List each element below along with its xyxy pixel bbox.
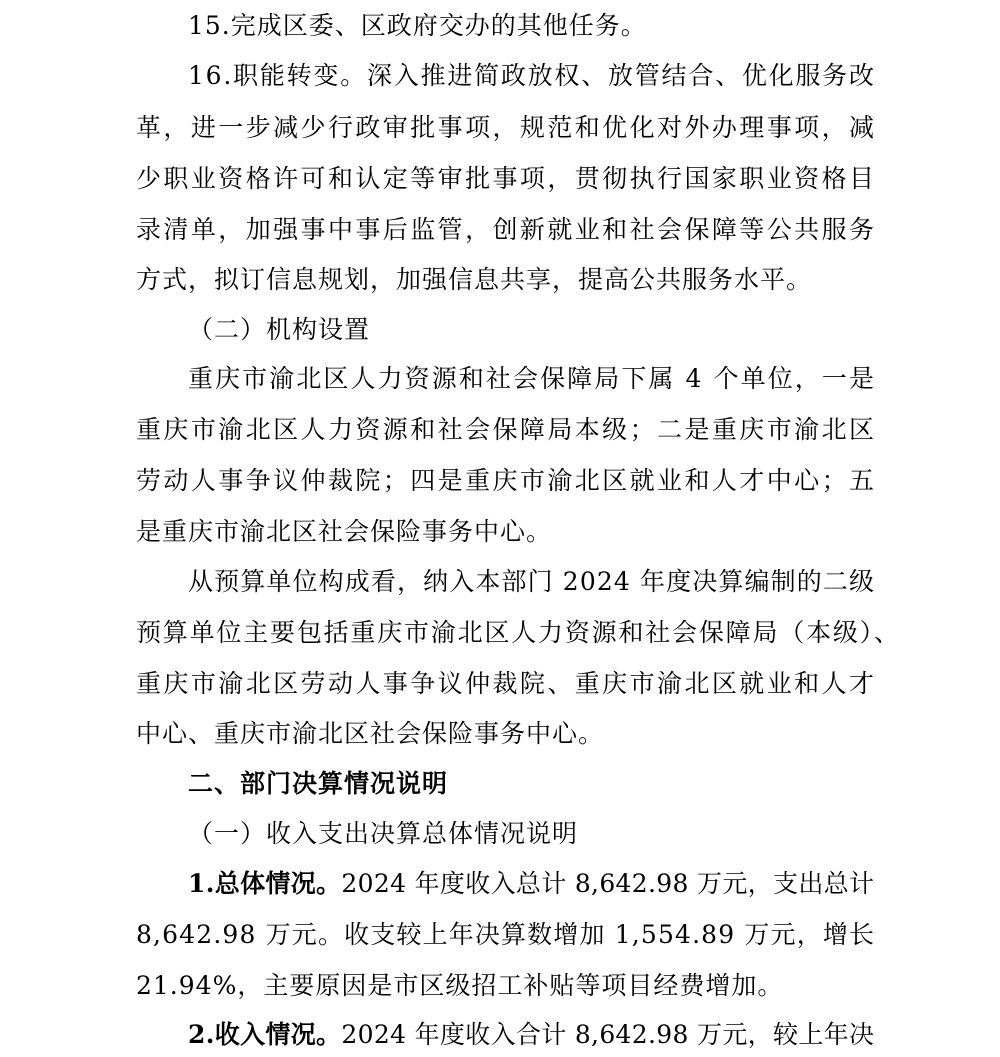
section-heading-line — [188, 308, 370, 352]
text-segment: 2024 年度收入合计 8,642.98 万元，较上年决 — [341, 1020, 875, 1049]
text-segment: 重庆市渝北区人力资源和社会保障局下属 4 个单位，一是 — [188, 364, 877, 393]
text-segment: 15.完成区委、区政府交办的其他任务。 — [188, 11, 647, 40]
text-segment: 中心、重庆市渝北区社会保险事务中心。 — [136, 719, 605, 748]
text-segment: 少职业资格许可和认定等审批事项，贯彻执行国家职业资格目 — [136, 164, 877, 193]
text-segment: 录清单，加强事中事后监管，创新就业和社会保障等公共服务 — [136, 215, 877, 244]
paragraph-line — [136, 157, 876, 201]
paragraph-line — [188, 357, 876, 401]
paragraph-line — [136, 258, 812, 302]
paragraph-line — [188, 54, 876, 98]
text-segment: 21.94%，主要原因是市区级招工补贴等项目经费增加。 — [136, 971, 784, 1000]
paragraph-line — [136, 611, 901, 655]
paragraph-line — [136, 712, 604, 756]
text-segment: 8,642.98 万元。收支较上年决算数增加 1,554.89 万元，增长 — [136, 920, 876, 949]
paragraph-line — [136, 106, 876, 150]
paragraph-line — [188, 862, 874, 906]
text-segment: （二）机构设置 — [188, 315, 371, 344]
text-segment: 2024 年度收入总计 8,642.98 万元，支出总计 — [341, 869, 875, 898]
text-segment: 预算单位主要包括重庆市渝北区人力资源和社会保障局（本级）、 — [136, 618, 901, 647]
paragraph-line — [136, 459, 876, 503]
paragraph-line — [188, 4, 647, 48]
paragraph-line — [136, 408, 876, 452]
bold-lead-text: 二、部门决算情况说明 — [188, 769, 449, 798]
paragraph-line — [136, 964, 783, 1008]
text-segment: 革，进一步减少行政审批事项，规范和优化对外办理事项，减 — [136, 113, 877, 142]
text-segment: （一）收入支出决算总体情况说明 — [188, 819, 579, 848]
paragraph-line — [136, 913, 875, 957]
bold-lead-text: 1.总体情况。 — [188, 869, 342, 898]
text-segment: 16.职能转变。深入推进简政放权、放管结合、优化服务改 — [188, 61, 876, 90]
text-segment: 从预算单位构成看，纳入本部门 2024 年度决算编制的二级 — [188, 567, 876, 596]
section-heading-line — [188, 812, 578, 856]
paragraph-line — [188, 560, 875, 604]
text-segment: 劳动人事争议仲裁院；四是重庆市渝北区就业和人才中心；五 — [136, 466, 877, 495]
text-segment: 是重庆市渝北区社会保险事务中心。 — [136, 517, 553, 546]
paragraph-line — [136, 510, 552, 554]
bold-lead-text: 2.收入情况。 — [188, 1020, 342, 1049]
paragraph-line — [136, 662, 876, 706]
text-segment: 方式，拟订信息规划，加强信息共享，提高公共服务水平。 — [136, 265, 813, 294]
text-segment: 重庆市渝北区劳动人事争议仲裁院、重庆市渝北区就业和人才 — [136, 669, 877, 698]
section-heading-line — [188, 762, 448, 806]
paragraph-line — [188, 1013, 874, 1057]
text-segment: 重庆市渝北区人力资源和社会保障局本级；二是重庆市渝北区 — [136, 415, 877, 444]
paragraph-line — [136, 208, 876, 252]
